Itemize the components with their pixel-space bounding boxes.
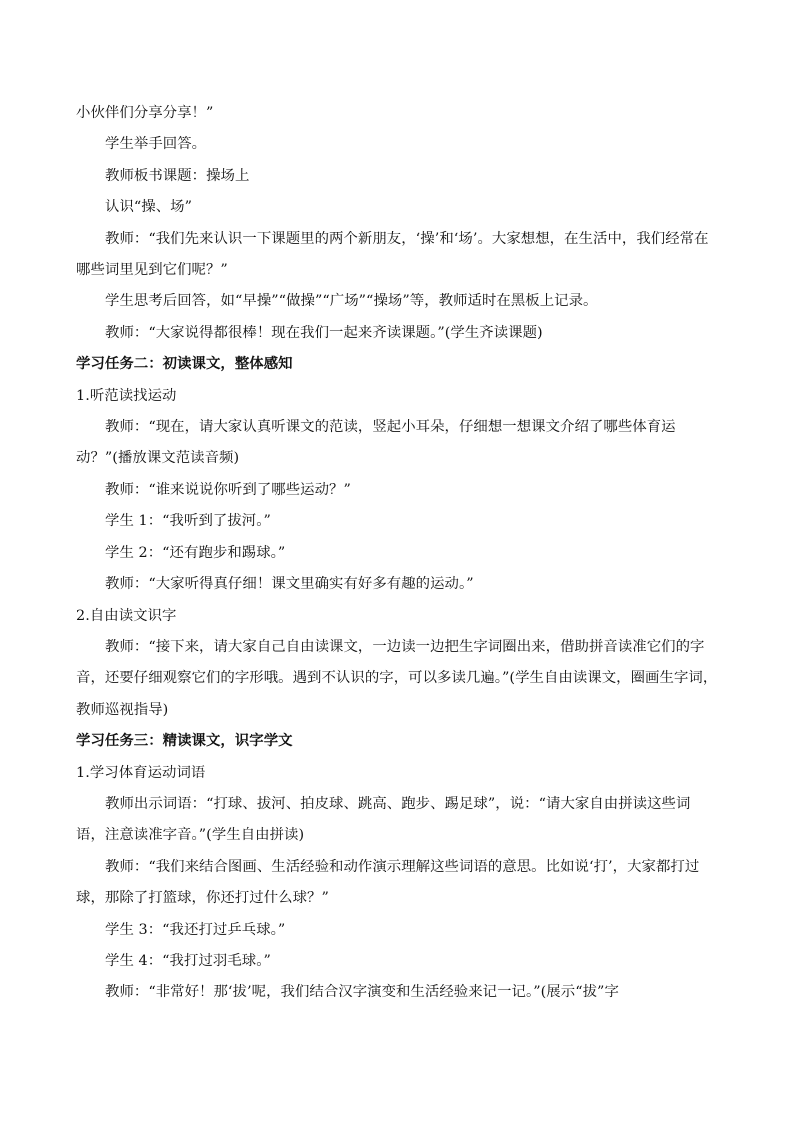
- section-heading-task-two: 学习任务二：初读课文，整体感知: [76, 356, 293, 373]
- paragraph-student-thinking: 学生思考后回答，如“早操”“做操”“广场”“操场”等，教师适时在黑板上记录。: [105, 293, 598, 310]
- paragraph-teacher-character-origin: 教师：“非常好！那‘拔’呢，我们结合汉字演变和生活经验来记一记。”(展示“拔”字: [105, 984, 619, 1001]
- paragraph-teacher-read-title: 教师：“大家说得都很棒！现在我们一起来齐读课题。”(学生齐读课题): [105, 324, 543, 341]
- subheading-sports-words: 1.学习体育运动词语: [76, 764, 206, 781]
- paragraph-student-answer: 学生举手回答。: [105, 136, 207, 153]
- paragraph-student-one: 学生 1：“我听到了拔河。”: [105, 513, 271, 530]
- paragraph-teacher-show-words: 教师出示词语：“打球、拔河、拍皮球、跳高、跑步、踢足球”，说：“请大家自由拼读这些词语，注意读准字音。”(学生自由拼读): [76, 795, 691, 844]
- paragraph-teacher-listen: 教师：“现在，请大家认真听课文的范读，竖起小耳朵，仔细想一想课文介绍了哪些体育运动？”(播放课文范读音频): [76, 419, 676, 467]
- document-body: [76, 98, 718, 1009]
- paragraph-teacher-explain-words: 教师：“我们来结合图画、生活经验和动作演示理解这些词语的意思。比如说‘打’，大家都打过球，那除了打篮球，你还打过什么球？”: [76, 858, 700, 907]
- paragraph-board-title: 教师板书课题：操场上: [105, 167, 250, 184]
- subheading-free-reading: 2.自由读文识字: [76, 607, 177, 624]
- section-heading-task-three: 学习任务三：精读课文，识字学文: [76, 733, 293, 750]
- paragraph-teacher-praise: 教师：“大家听得真仔细！课文里确实有好多有趣的运动。”: [105, 576, 474, 593]
- paragraph-student-two: 学生 2：“还有跑步和踢球。”: [105, 544, 286, 561]
- paragraph-student-four: 学生 4：“我打过羽毛球。”: [105, 952, 271, 969]
- paragraph-student-three: 学生 3：“我还打过乒乓球。”: [105, 921, 286, 938]
- paragraph-teacher-new-friends: 教师：“我们先来认识一下课题里的两个新朋友，‘操’和‘场’。大家想想，在生活中，我们经常在哪些词里见到它们呢？”: [76, 230, 709, 279]
- paragraph-recognize-characters: 认识“操、场”: [105, 199, 193, 216]
- paragraph-teacher-question: 教师：“谁来说说你听到了哪些运动？”: [105, 481, 351, 498]
- subheading-listen-reading: 1.听范读找运动: [76, 387, 177, 404]
- paragraph-teacher-free-reading: 教师：“接下来，请大家自己自由读课文，一边读一边把生字词圈出来，借助拼音读准它们的字音，还要仔细观察它们的字形哦。遇到不认识的字，可以多读几遍。”(学生自由读课文，圈画生字词，教师巡视指导): [76, 638, 718, 718]
- paragraph-continuation: 小伙伴们分享分享！”: [76, 105, 214, 121]
